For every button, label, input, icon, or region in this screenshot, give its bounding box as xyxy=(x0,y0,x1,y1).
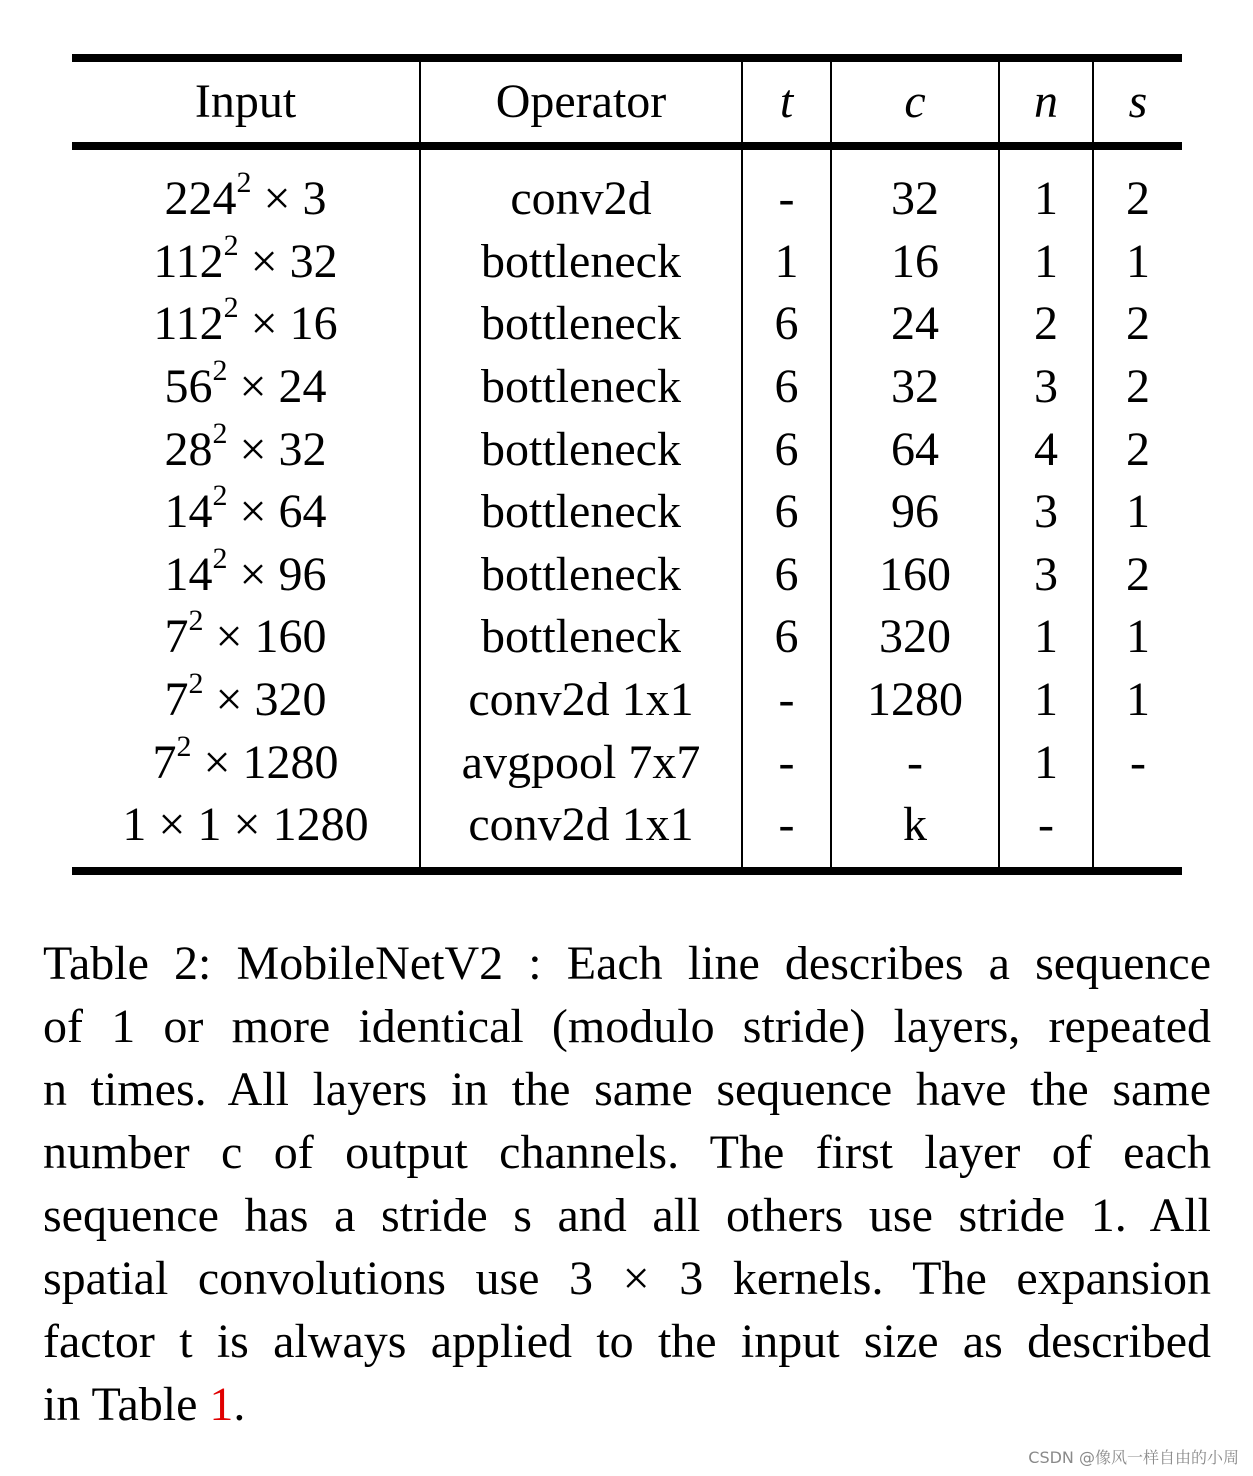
cell-t: 6 xyxy=(742,293,831,356)
table-container xyxy=(72,54,1182,875)
cell-t: 1 xyxy=(742,231,831,294)
cell-s: 1 xyxy=(1126,610,1150,664)
cell-c: 1280 xyxy=(831,669,999,732)
table-row xyxy=(72,606,1182,669)
cell-s: 2 xyxy=(1126,172,1150,226)
input-base: 7 xyxy=(164,610,189,664)
table-body xyxy=(72,146,1182,871)
cell-operator: bottleneck xyxy=(420,231,742,294)
cell-input xyxy=(72,481,420,544)
cell-operator: conv2d xyxy=(420,146,742,231)
cell-input xyxy=(72,146,420,231)
cell-n: 4 xyxy=(999,418,1093,481)
caption-last-line xyxy=(43,1373,1211,1436)
cell-n: 3 xyxy=(999,481,1093,544)
input-exponent: 2 xyxy=(212,416,228,450)
input-rest: × 3 xyxy=(251,172,327,226)
cell-input xyxy=(72,541,420,607)
cell-s: 2 xyxy=(1126,422,1150,476)
cell-c: 16 xyxy=(831,231,999,294)
cell-n: 1 xyxy=(999,731,1093,794)
input-exponent: 2 xyxy=(188,604,204,638)
cell-t: - xyxy=(742,731,831,794)
input-base: 7 xyxy=(164,673,189,727)
input-rest: × 96 xyxy=(227,547,327,601)
cell-s: 2 xyxy=(1126,360,1150,414)
cell-s: 1 xyxy=(1126,673,1150,727)
cell-s: 2 xyxy=(1126,297,1150,351)
cell-t: - xyxy=(742,669,831,732)
cell-c: 160 xyxy=(831,544,999,607)
cell-input xyxy=(72,293,420,356)
cell-c: - xyxy=(831,731,999,794)
cell-t: 6 xyxy=(742,356,831,419)
cell-operator: bottleneck xyxy=(420,481,742,544)
input-rest: × 32 xyxy=(238,234,338,288)
cell-input xyxy=(72,669,420,732)
input-exponent: 2 xyxy=(212,541,228,575)
table-row xyxy=(72,418,1182,481)
cell-n: 1 xyxy=(999,606,1093,669)
cell-input xyxy=(72,228,420,294)
table-header-row xyxy=(72,58,1182,146)
cell-c: k xyxy=(831,794,999,871)
caption-last-prefix: in Table xyxy=(43,1378,210,1431)
cell-c: 320 xyxy=(831,606,999,669)
header-t: t xyxy=(742,58,831,146)
cell-operator: bottleneck xyxy=(420,293,742,356)
cell-c: 64 xyxy=(831,418,999,481)
cell-operator: avgpool 7x7 xyxy=(420,731,742,794)
cell-input xyxy=(72,606,420,669)
input-rest: × 64 xyxy=(227,485,327,539)
caption-line: factor t is always applied to the input size as described xyxy=(43,1315,1211,1368)
cell-operator: bottleneck xyxy=(420,606,742,669)
cell-input xyxy=(72,356,420,419)
header-s: s xyxy=(1093,58,1182,146)
input-base: 112 xyxy=(153,234,224,288)
input-base: 28 xyxy=(164,422,213,476)
table-row xyxy=(72,231,1182,294)
cell-operator: bottleneck xyxy=(420,418,742,481)
cell-input xyxy=(72,418,420,481)
input-base: 224 xyxy=(164,172,237,226)
cell-s xyxy=(1093,794,1182,871)
input-rest: × 320 xyxy=(203,673,327,727)
cell-t: - xyxy=(742,794,831,871)
cell-n: 1 xyxy=(999,231,1093,294)
caption-line: spatial convolutions use 3 × 3 kernels. The expansion xyxy=(43,1252,1211,1305)
caption-line: of 1 or more identical (modulo stride) layers, repeated xyxy=(43,1000,1211,1053)
header-input: Input xyxy=(72,58,420,146)
header-n: n xyxy=(999,58,1093,146)
input-base: 14 xyxy=(164,485,213,539)
caption-line: sequence has a stride s and all others use stride 1. All xyxy=(43,1189,1211,1242)
input-base: 7 xyxy=(152,735,177,789)
input-rest: × 1280 xyxy=(191,735,339,789)
input-exponent: 2 xyxy=(176,729,192,763)
table-row xyxy=(72,669,1182,732)
cell-s: 1 xyxy=(1126,234,1150,288)
input-exponent: 2 xyxy=(212,354,228,388)
input-exponent: 2 xyxy=(236,166,252,200)
cell-operator: conv2d 1x1 xyxy=(420,794,742,871)
header-operator: Operator xyxy=(420,58,742,146)
caption-line: number c of output channels. The first layer of each xyxy=(43,1126,1211,1179)
input-rest: × 24 xyxy=(227,360,327,414)
cell-t: 6 xyxy=(742,481,831,544)
table-row xyxy=(72,481,1182,544)
cell-n: 1 xyxy=(999,146,1093,231)
table-caption xyxy=(43,932,1211,1436)
input-rest: × 160 xyxy=(203,610,327,664)
cell-operator: bottleneck xyxy=(420,544,742,607)
table-row xyxy=(72,146,1182,231)
input-base: 112 xyxy=(153,297,224,351)
table-row xyxy=(72,356,1182,419)
caption-line: Table 2: MobileNetV2 : Each line describes a sequence xyxy=(43,937,1211,990)
watermark: CSDN @像风一样自由的小周 xyxy=(1028,1448,1239,1467)
input-base: 56 xyxy=(164,360,213,414)
cell-n: 3 xyxy=(999,544,1093,607)
cell-input xyxy=(72,794,420,871)
cell-s: - xyxy=(1130,735,1146,789)
cell-n: 3 xyxy=(999,356,1093,419)
cell-n: 1 xyxy=(999,669,1093,732)
cell-t: - xyxy=(742,146,831,231)
cell-input xyxy=(72,731,420,794)
cell-t: 6 xyxy=(742,544,831,607)
table-row xyxy=(72,293,1182,356)
table-row xyxy=(72,544,1182,607)
input-rest: × 16 xyxy=(238,297,338,351)
input-rest: × 32 xyxy=(227,422,327,476)
cell-operator: bottleneck xyxy=(420,356,742,419)
cell-s: 2 xyxy=(1126,547,1150,601)
cell-t: 6 xyxy=(742,606,831,669)
cell-s: 1 xyxy=(1126,485,1150,539)
caption-line: n times. All layers in the same sequence have the same xyxy=(43,1063,1211,1116)
input-exponent: 2 xyxy=(212,479,228,513)
header-c: c xyxy=(831,58,999,146)
input-exponent: 2 xyxy=(188,667,204,701)
table-reference-link[interactable]: 1 xyxy=(209,1378,234,1431)
mobilenetv2-table xyxy=(72,54,1182,875)
input-base: 14 xyxy=(164,547,213,601)
cell-c: 24 xyxy=(831,293,999,356)
cell-n: - xyxy=(999,794,1093,871)
input-exponent: 2 xyxy=(223,291,239,325)
table-row xyxy=(72,731,1182,794)
cell-c: 96 xyxy=(831,481,999,544)
cell-c: 32 xyxy=(831,356,999,419)
cell-t: 6 xyxy=(742,418,831,481)
cell-c: 32 xyxy=(831,146,999,231)
cell-operator: conv2d 1x1 xyxy=(420,669,742,732)
input-exponent: 2 xyxy=(223,228,239,262)
cell-n: 2 xyxy=(999,293,1093,356)
table-row xyxy=(72,794,1182,871)
caption-last-suffix: . xyxy=(233,1378,246,1431)
input-base: 1 × 1 × 1280 xyxy=(122,798,369,852)
